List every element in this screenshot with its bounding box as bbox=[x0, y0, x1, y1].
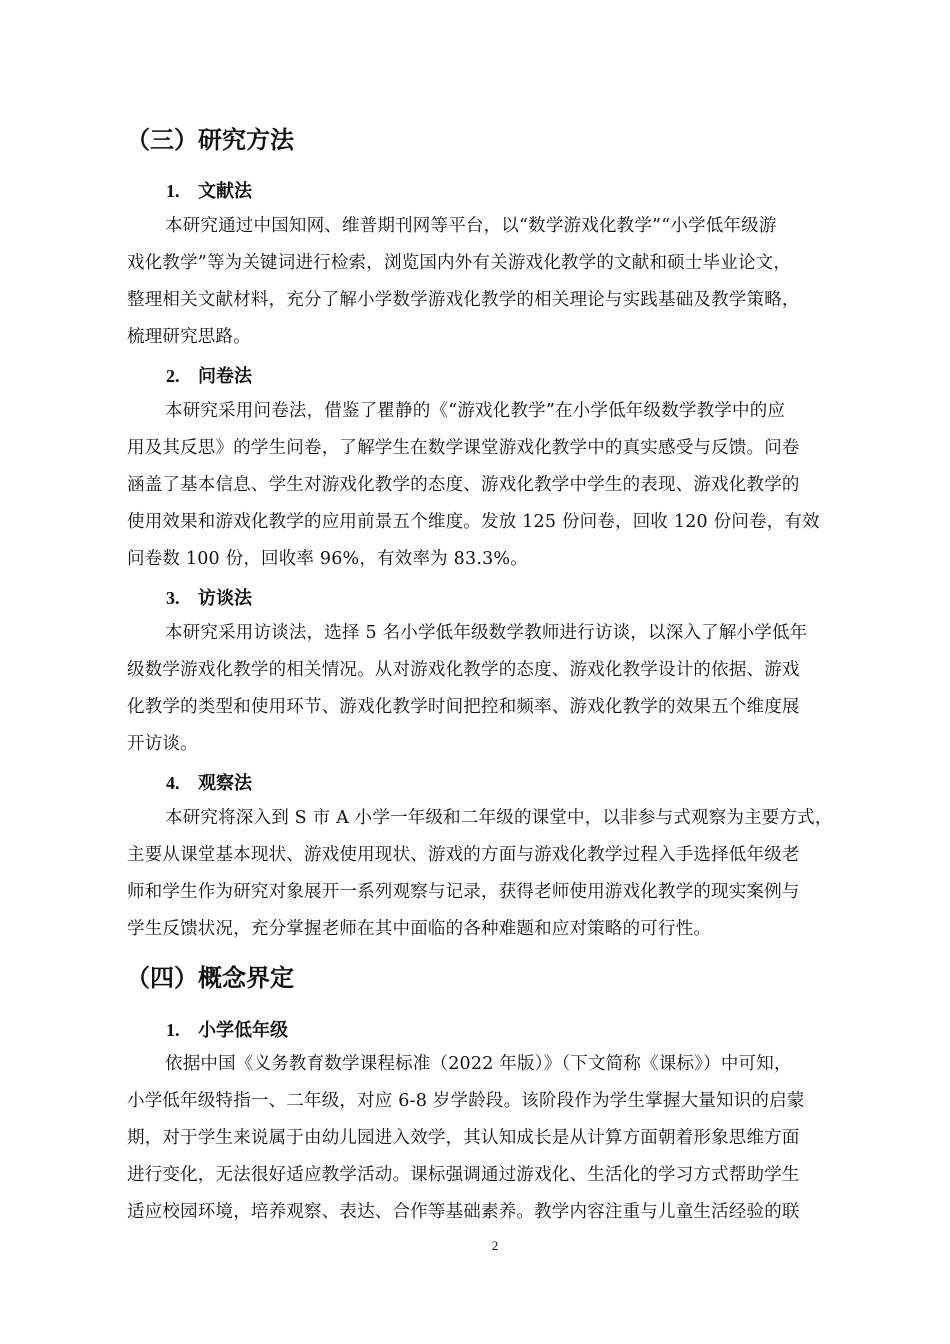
paragraph-line: 涵盖了基本信息、学生对游戏化教学的态度、游戏化教学中学生的表现、游戏化教学的 bbox=[127, 475, 800, 495]
paragraph-line: 适应校园环境，培养观察、表达、合作等基础素养。教学内容注重与儿童生活经验的联 bbox=[127, 1202, 800, 1222]
paragraph-line: 问卷数 100 份，回收率 96%，有效率为 83.3%。 bbox=[127, 549, 528, 569]
paragraph-line: 本研究通过中国知网、维普期刊网等平台，以“数学游戏化教学”“小学低年级游 bbox=[165, 216, 777, 236]
subheading-number: 2. bbox=[166, 366, 180, 386]
paragraph-literature-method bbox=[127, 208, 863, 356]
paragraph-line: 主要从课堂基本现状、游戏使用现状、游戏的方面与游戏化教学过程入手选择低年级老 bbox=[127, 845, 800, 865]
paragraph-lower-primary-grades bbox=[127, 1046, 863, 1231]
paragraph-line: 开访谈。 bbox=[127, 734, 198, 754]
paragraph-line: 本研究采用访谈法，选择 5 名小学低年级数学教师进行访谈，以深入了解小学低年 bbox=[165, 623, 808, 643]
subheading-number: 3. bbox=[166, 588, 180, 608]
paragraph-line: 戏化教学”等为关键词进行检索，浏览国内外有关游戏化教学的文献和硕士毕业论文， bbox=[127, 253, 792, 273]
subheading-number: 1. bbox=[166, 181, 180, 201]
page-number: 2 bbox=[491, 1238, 499, 1253]
subheading-title: 小学低年级 bbox=[198, 1020, 288, 1041]
paragraph-line: 学生反馈状况，充分掌握老师在其中面临的各种难题和应对策略的可行性。 bbox=[127, 919, 712, 939]
paragraph-line: 进行变化，无法很好适应教学活动。课标强调通过游戏化、生活化的学习方式帮助学生 bbox=[127, 1165, 800, 1185]
subheading-questionnaire-method bbox=[166, 363, 252, 390]
paragraph-line: 依据中国《义务教育数学课程标准（2022 年版）》（下文简称《课标》）中可知， bbox=[165, 1054, 792, 1074]
paragraph-questionnaire-method bbox=[127, 393, 863, 578]
subheading-number: 4. bbox=[166, 773, 180, 793]
paragraph-line: 本研究将深入到 S 市 A 小学一年级和二年级的课堂中，以非参与式观察为主要方式， bbox=[165, 808, 833, 828]
subheading-interview-method bbox=[166, 585, 252, 612]
paragraph-line: 小学低年级特指一、二年级，对应 6-8 岁学龄段。该阶段作为学生掌握大量知识的启蒙 bbox=[127, 1091, 805, 1111]
section-heading-concept-definition: （四）概念界定 bbox=[126, 964, 294, 992]
subheading-lower-primary-grades bbox=[166, 1017, 288, 1044]
subheading-title: 文献法 bbox=[198, 181, 252, 202]
paragraph-line: 期，对于学生来说属于由幼儿园进入效学，其认知成长是从计算方面朝着形象思维方面 bbox=[127, 1128, 800, 1148]
subheading-title: 问卷法 bbox=[198, 366, 252, 387]
paragraph-interview-method bbox=[127, 615, 863, 763]
paragraph-line: 用及其反思》的学生问卷，了解学生在数学课堂游戏化教学中的真实感受与反馈。问卷 bbox=[127, 438, 800, 458]
subheading-number: 1. bbox=[166, 1020, 180, 1040]
subheading-title: 观察法 bbox=[198, 773, 252, 794]
paragraph-observation-method bbox=[127, 800, 863, 948]
paragraph-line: 级数学游戏化教学的相关情况。从对游戏化教学的态度、游戏化教学设计的依据、游戏 bbox=[127, 660, 800, 680]
paragraph-line: 整理相关文献材料，充分了解小学数学游戏化教学的相关理论与实践基础及教学策略， bbox=[127, 290, 800, 310]
subheading-literature-method bbox=[166, 178, 252, 205]
paragraph-line: 化教学的类型和使用环节、游戏化教学时间把控和频率、游戏化教学的效果五个维度展 bbox=[127, 697, 800, 717]
section-heading-research-methods: （三）研究方法 bbox=[126, 126, 294, 154]
paragraph-line: 师和学生作为研究对象展开一系列观察与记录，获得老师使用游戏化教学的现实案例与 bbox=[127, 882, 800, 902]
paragraph-line: 梳理研究思路。 bbox=[127, 327, 251, 347]
subheading-observation-method bbox=[166, 770, 252, 797]
subheading-title: 访谈法 bbox=[198, 588, 252, 609]
paragraph-line: 使用效果和游戏化教学的应用前景五个维度。发放 125 份问卷，回收 120 份问卷，有效 bbox=[127, 512, 820, 532]
paragraph-line: 本研究采用问卷法，借鉴了瞿静的《“游戏化教学”在小学低年级数学教学中的应 bbox=[165, 401, 786, 421]
